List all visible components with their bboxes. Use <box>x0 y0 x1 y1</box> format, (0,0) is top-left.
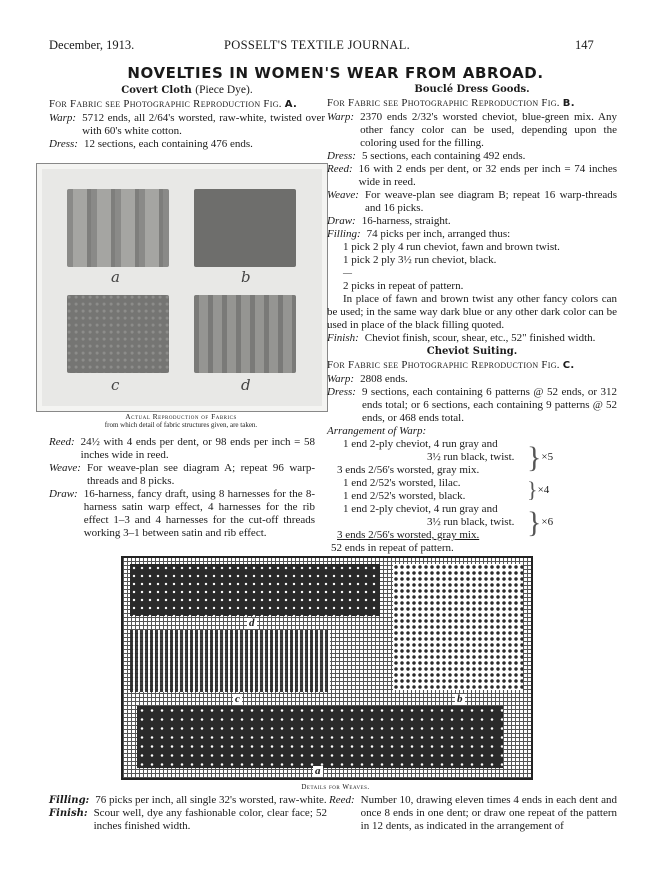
filling-note: In place of fawn and brown twist any other fancy colors can be used; in the same way dark blue or any other dark color can be used in place of the black filling quoted. <box>327 293 617 331</box>
swatch-label-a: a <box>111 268 120 286</box>
fabric-reference-c: For Fabric see Photographic Reproduction Fig. C. <box>327 359 575 371</box>
fabric-swatch-c <box>67 295 169 373</box>
header-journal-title: POSSELT'S TEXTILE JOURNAL. <box>224 38 411 52</box>
fabric-swatch-a <box>67 189 169 267</box>
fabric-swatch-d <box>194 295 296 373</box>
swatch-label-b: b <box>241 268 251 286</box>
page-number: 147 <box>575 38 594 52</box>
section-title-cheviot: Cheviot Suiting. <box>426 346 518 357</box>
weave-diagram <box>121 556 533 780</box>
fabric-photo <box>36 163 328 412</box>
brace-icon: } <box>527 505 542 539</box>
warp-spec: Warp: 5712 ends, all 2/64's worsted, raw-white, twisted over with 60's white cotton. <box>49 112 325 137</box>
fabric-reference: For Fabric see Photographic Reproduction Fig. A. <box>49 98 298 110</box>
footer-left-column <box>49 794 327 833</box>
weave-d-pattern <box>130 564 380 616</box>
weave-a-pattern <box>137 706 503 768</box>
arrangement-group-1: 1 end 2-ply cheviot, 4 run gray and 3½ run black, twist. 3 ends 2/56's worsted, gray mix. } ×5 <box>337 438 554 476</box>
dress-spec: Dress: 12 sections, each containing 476 ends. <box>49 138 253 150</box>
weave-c-pattern <box>130 630 330 692</box>
header-date: December, 1913. <box>49 38 135 52</box>
section-title-covert-cloth: Covert Cloth (Piece Dye). <box>121 84 253 96</box>
warp-spec-b: Warp: 2370 ends 2/32's worsted cheviot, blue-green mix. Any other fancy color can be used, depending upon the coloring used for the filling. <box>327 111 617 149</box>
weave-label-d: d <box>249 617 255 629</box>
weave-b-pattern <box>393 564 523 690</box>
finish-spec-b: Finish: Cheviot finish, scour, shear, etc., 52" finished width. <box>327 332 596 344</box>
swatch-label-d: d <box>241 376 251 394</box>
arrangement-group-3: 1 end 2-ply cheviot, 4 run gray and 3½ run black, twist. 3 ends 2/56's worsted, gray mix. } ×6 <box>337 503 554 541</box>
weave-label-c: c <box>235 693 240 705</box>
finish-spec: Finish: Scour well, dye any fashionable color, clear face; 52 inches finished width. <box>49 807 327 832</box>
reed-spec-b: Reed: 16 with 2 ends per dent, or 32 ends per inch = 74 inches wide in reed. <box>327 163 617 188</box>
multiplier: ×5 <box>541 451 554 463</box>
section-title-boucle: Bouclé Dress Goods. <box>414 84 530 95</box>
filling-line-2: 1 pick 2 ply 3½ run cheviot, black. <box>343 254 497 266</box>
filling-spec: Filling: 76 picks per inch, all single 32's worsted, raw-white. <box>49 794 327 806</box>
fabric-swatch-b <box>194 189 296 267</box>
swatch-label-c: c <box>111 376 120 394</box>
arrangement-total: 52 ends in repeat of pattern. <box>331 542 454 554</box>
reed-spec: Reed: 24½ with 4 ends per dent, or 98 ends per inch = 58 inches wide in reed. <box>49 436 315 461</box>
multiplier: ×6 <box>541 516 554 528</box>
filling-total: 2 picks in repeat of pattern. <box>343 280 464 292</box>
left-column-top <box>49 84 325 151</box>
left-column-bottom <box>49 436 315 540</box>
article-title: NOVELTIES IN WOMEN'S WEAR FROM ABROAD. <box>127 64 544 82</box>
photo-caption: Actual Reproduction of Fabrics from which detail of fabric structures given, are taken. <box>104 412 258 429</box>
right-column <box>327 84 617 555</box>
multiplier: ×4 <box>537 483 550 496</box>
brace-icon: } <box>527 477 538 502</box>
footer-right-column <box>329 794 617 833</box>
weave-spec: Weave: For weave-plan see diagram A; repeat 96 warp-threads and 8 picks. <box>49 462 315 487</box>
weave-label-a: a <box>315 765 321 777</box>
filling-dash: — <box>343 268 352 278</box>
filling-line-1: 1 pick 2 ply 4 run cheviot, fawn and brown twist. <box>343 241 560 253</box>
dress-spec-c: Dress: 9 sections, each containing 6 patterns @ 52 ends, or 312 ends total; or 6 sections, each containing 9 patterns @ 52 ends, or 468 ends total. <box>327 386 617 424</box>
fabric-reference-b: For Fabric see Photographic Reproduction Fig. B. <box>327 97 575 109</box>
weave-label-b: b <box>457 693 463 705</box>
weave-spec-b: Weave: For weave-plan see diagram B; repeat 16 warp-threads and 16 picks. <box>327 189 617 214</box>
brace-icon: } <box>527 440 542 474</box>
warp-spec-c: Warp: 2808 ends. <box>327 373 408 385</box>
arrangement-group-2: 1 end 2/52's worsted, lilac. 1 end 2/52's worsted, black. } ×4 <box>343 477 550 502</box>
arrangement-label: Arrangement of Warp: <box>327 425 427 437</box>
draw-spec: Draw: 16-harness, fancy draft, using 8 harnesses for the 8-harness satin warp effect, 4 harnesses for the rib effect 1–3 and 4 harnesses for the cut-off threads working 3–1 between satin and rib effect. <box>49 488 315 539</box>
reed-spec-c: Reed: Number 10, drawing eleven times 4 ends in each dent and once 8 ends in one dent; or draw one repeat of the pattern in 12 dents, as indicated in the arrangement of <box>329 794 617 832</box>
dress-spec-b: Dress: 5 sections, each containing 492 ends. <box>327 150 526 162</box>
weave-caption: Details for Weaves. <box>301 783 370 791</box>
draw-spec-b: Draw: 16-harness, straight. <box>327 215 451 227</box>
filling-spec-b: Filling: 74 picks per inch, arranged thus: <box>327 228 511 240</box>
